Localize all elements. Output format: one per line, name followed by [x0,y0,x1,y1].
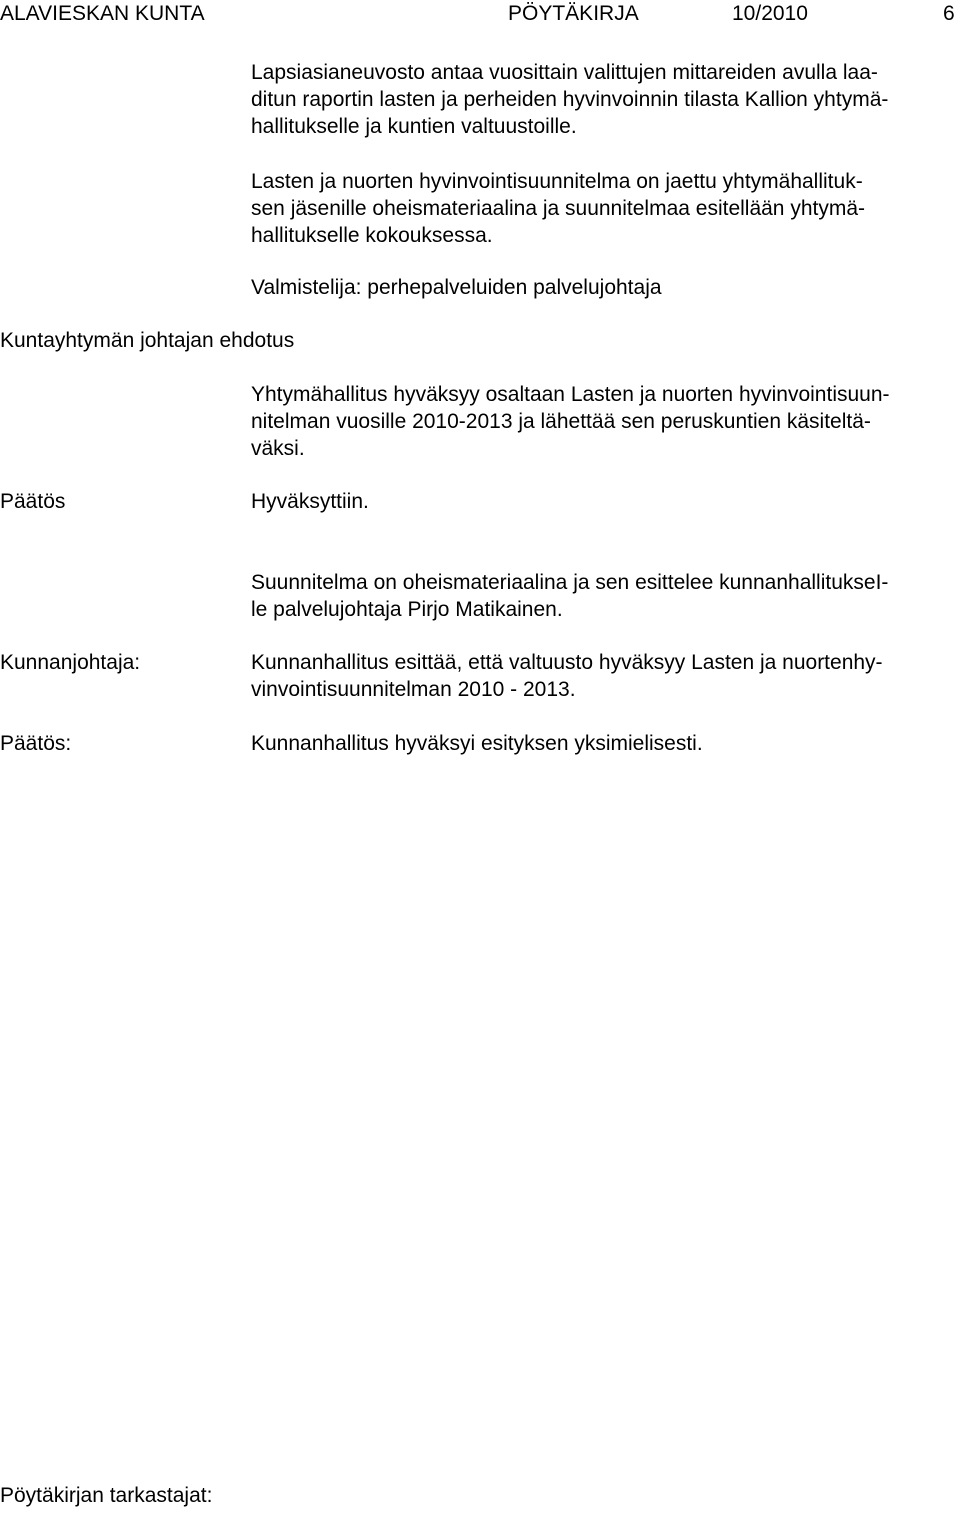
final-decision-text [251,730,703,757]
text-line: ditun raportin lasten ja perheiden hyvinvoinnin tilasta Kallion yhtymä- [251,88,889,111]
text-line: Valmistelija: perhepalveluiden palvelujohtaja [251,276,662,299]
decision-text [251,488,369,515]
text-line: sen jäsenille oheismateriaalina ja suunnitelmaa esitellään yhtymä- [251,197,866,220]
paragraph-wellbeing-plan [251,168,865,249]
text-line: nitelman vuosille 2010-2013 ja lähettää sen peruskuntien käsiteltä- [251,410,871,433]
proposal-label: Kuntayhtymän johtajan ehdotus [0,329,295,352]
preparer-line [251,274,662,301]
mayor-proposal-text [251,649,883,703]
paragraph-council-report [251,59,888,140]
text-line: väksi. [251,437,305,460]
text-line: hallitukselle kokouksessa. [251,224,493,247]
text-line: Yhtymähallitus hyväksyy osaltaan Lasten ja nuorten hyvinvointisuun- [251,383,890,406]
final-decision-label: Päätös: [0,732,72,755]
decision-label: Päätös [0,490,66,513]
page-number: 6 [943,2,955,25]
text-line: Kunnanhallitus esittää, että valtuusto hyväksyy Lasten ja nuortenhy- [251,651,883,674]
paragraph-plan-presentation [251,569,888,623]
text-line: Suunnitelma on oheismateriaalina ja sen esittelee kunnanhallitukseI- [251,571,889,594]
organization-name: ALAVIESKAN KUNTA [0,2,205,25]
text-line: hallitukselle ja kuntien valtuustoille. [251,115,577,138]
text-line: le palvelujohtaja Pirjo Matikainen. [251,598,563,621]
text-line: Hyväksyttiin. [251,490,369,513]
text-line: Lapsiasianeuvosto antaa vuosittain valittujen mittareiden avulla laa- [251,61,878,84]
proposal-text [251,381,890,462]
document-type: PÖYTÄKIRJA [508,2,639,25]
text-line: Kunnanhallitus hyväksyi esityksen yksimielisesti. [251,732,703,755]
text-line: vinvointisuunnitelman 2010 - 2013. [251,678,576,701]
text-line: Lasten ja nuorten hyvinvointisuunnitelma on jaettu yhtymähallituk- [251,170,863,193]
mayor-label: Kunnanjohtaja: [0,651,141,674]
reviewers-label: Pöytäkirjan tarkastajat: [0,1484,213,1507]
document-number: 10/2010 [732,2,808,25]
